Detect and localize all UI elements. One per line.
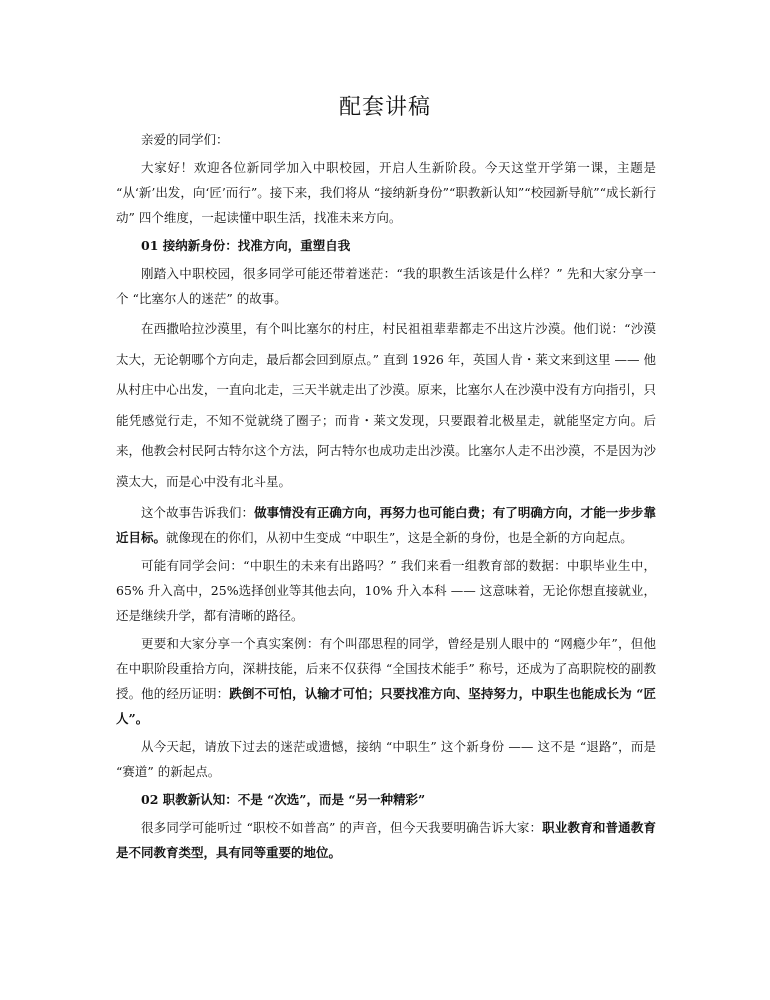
case-emphasis: 跌倒不可怕，认输才可怕；只要找准方向、坚持努力，中职生也能成长为 “匠人”。 xyxy=(116,686,656,726)
vocational-lead: 很多同学可能听过 “职校不如普高” 的声音，但今天我要明确告诉大家： xyxy=(141,820,543,835)
paragraph-vocational xyxy=(116,815,656,865)
paragraph-lesson xyxy=(116,500,656,550)
paragraph-data: 可能有同学会问：“中职生的未来有出路吗？” 我们来看一组教育部的数据：中职毕业生中，65% 升入高中，25%选择创业等其他去向，10% 升入本科 —— 这意味着，无论你想直接就业，还是继续升学，都有清晰的路径。 xyxy=(116,558,656,623)
document-title: 配套讲稿 xyxy=(338,95,431,120)
paragraph-new-start: 从今天起，请放下过去的迷茫或遗憾，接纳 “中职生” 这个新身份 —— 这不是 “退路”，而是 “赛道” 的新起点。 xyxy=(116,739,656,779)
document-body xyxy=(116,127,656,868)
paragraph-intro: 大家好！欢迎各位新同学加入中职校园，开启人生新阶段。今天这堂开学第一课，主题是 “从‘新’出发，向‘匠’而行”。接下来，我们将从 “接纳新身份”“职教新认知”“校园新导航”“成长新行动” 四个维度，一起读懂中职生活，找准未来方向。 xyxy=(116,160,656,225)
lesson-tail: 就像现在的你们，从初中生变成 “中职生”，这是全新的身份，也是全新的方向起点。 xyxy=(166,530,633,545)
paragraph-question: 刚踏入中职校园，很多同学可能还带着迷茫：“我的职教生活该是什么样？” 先和大家分享一个 “比塞尔人的迷茫” 的故事。 xyxy=(116,266,656,306)
case-lead: 更要和大家分享一个真实案例：有个叫邵思程的同学，曾经是别人眼中的 “网瘾少年”，但他在中职阶段重拾方向，深耕技能，后来不仅获得 “全国技术能手” 称号，还成为了高职院校的副教授。他的经历证明： xyxy=(116,636,656,701)
paragraph-case xyxy=(116,631,656,731)
lesson-emphasis: 做事情没有正确方向，再努力也可能白费；有了明确方向，才能一步步靠近目标。 xyxy=(116,505,656,545)
vocational-emphasis: 职业教育和普通教育是不同教育类型，具有同等重要的地位。 xyxy=(116,820,656,860)
section-heading-2: 02 职教新认知：不是 “次选”，而是 “另一种精彩” xyxy=(141,792,426,807)
lesson-lead: 这个故事告诉我们： xyxy=(141,505,255,520)
greeting: 亲爱的同学们： xyxy=(141,132,229,147)
paragraph-story: 在西撒哈拉沙漠里，有个叫比塞尔的村庄，村民祖祖辈辈都走不出这片沙漠。他们说：“沙漠太大，无论朝哪个方向走，最后都会回到原点。” 直到 1926 年，英国人肯・莱文来到这里 —— 他从村庄中心出发，一直向北走，三天半就走出了沙漠。原来，比塞尔人在沙漠中没有方向指引，只能凭感觉行走，不知不觉就绕了圈子；而肯・莱文发现，只要跟着北极星走，就能坚定方向。后来，他教会村民阿古特尔这个方法，阿古特尔也成功走出沙漠。比塞尔人走不出沙漠，不是因为沙漠太大，而是心中没有北斗星。 xyxy=(116,321,656,489)
section-heading-1: 01 接纳新身份：找准方向，重塑自我 xyxy=(141,238,351,253)
